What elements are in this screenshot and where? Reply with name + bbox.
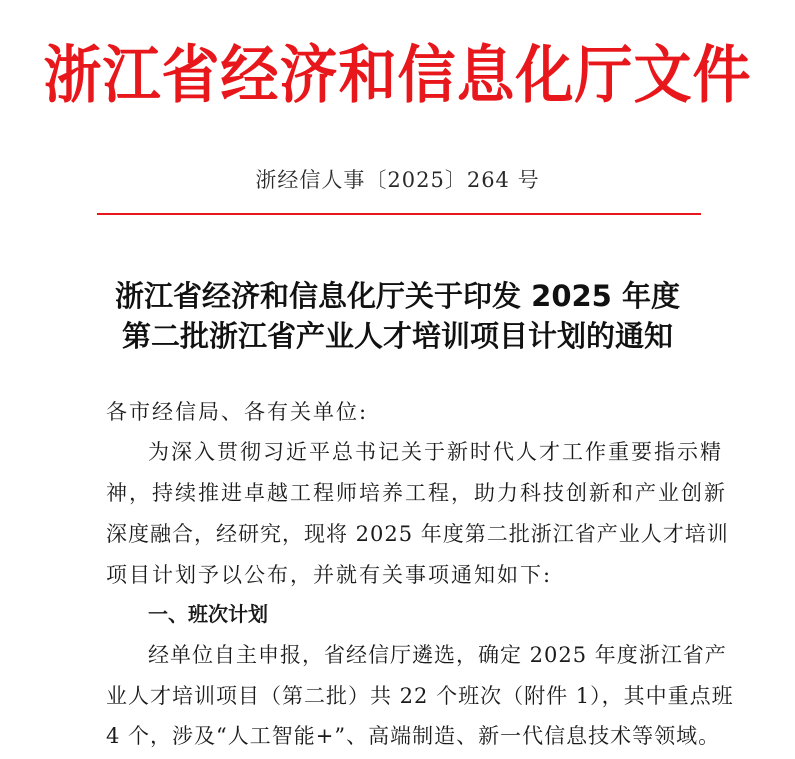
- paragraph-1-line-2: 神，持续推进卓越工程师培养工程，助力科技创新和产业创新: [106, 481, 727, 505]
- paragraph-1-line-3: 深度融合，经研究，现将 2025 年度第二批浙江省产业人才培训: [106, 522, 729, 546]
- notice-title-line-2: 第二批浙江省产业人才培训项目计划的通知: [121, 319, 673, 353]
- document-number: 浙经信人事〔2025〕264 号: [255, 168, 540, 192]
- section-heading-class-plan: 一、班次计划: [148, 602, 268, 626]
- paragraph-1-line-4: 项目计划予以公布，并就有关事项通知如下:: [106, 563, 553, 587]
- paragraph-2-line-2: 业人才培训项目（第二批）共 22 个班次（附件 1），其中重点班: [106, 684, 734, 708]
- masthead-title: 浙江省经济和信息化厅文件: [43, 38, 752, 112]
- paragraph-2-line-1: 经单位自主申报，省经信厅遴选，确定 2025 年度浙江省产: [148, 643, 727, 667]
- red-divider-line: [97, 213, 701, 215]
- salutation: 各市经信局、各有关单位:: [106, 400, 369, 424]
- notice-title-line-1: 浙江省经济和信息化厅关于印发 2025 年度: [115, 279, 680, 313]
- paragraph-2-line-3: 4 个，涉及“人工智能+”、高端制造、新一代信息技术等领域。: [106, 724, 721, 748]
- paragraph-1-line-1: 为深入贯彻习近平总书记关于新时代人才工作重要指示精: [148, 440, 723, 464]
